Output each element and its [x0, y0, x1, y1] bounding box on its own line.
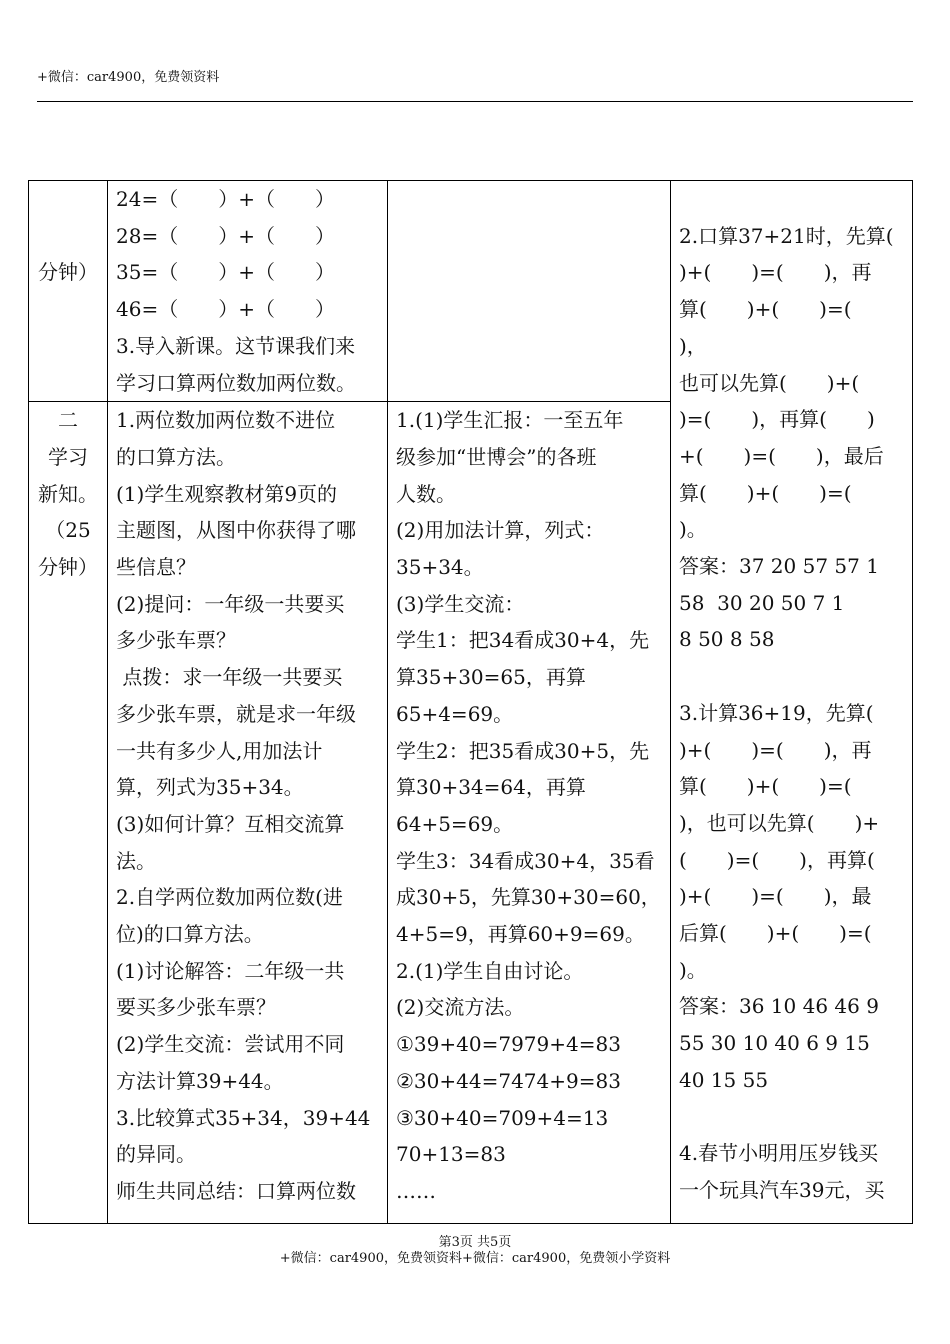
- student-text-line: (2)用加法计算，列式：: [396, 518, 605, 543]
- exercise-text-line: )，也可以先算( )+: [679, 810, 880, 835]
- teacher-text-line: (2)学生交流：尝试用不同: [116, 1032, 345, 1057]
- student-text-line: ①39+40=7979+4=83: [396, 1032, 621, 1057]
- teacher-text-line: 师生共同总结：口算两位数: [116, 1178, 356, 1203]
- teacher-text-line: 主题图，从图中你获得了哪: [116, 518, 356, 543]
- teacher-text-line: 算，列式为35+34。: [116, 775, 304, 800]
- stage-label-line: 分钟）: [38, 260, 98, 285]
- stage-label-line: [31, 181, 105, 218]
- teacher-text-line: 位)的口算方法。: [116, 922, 264, 947]
- stage-label-line: 分钟）: [38, 555, 98, 580]
- exercise-text-line: )。: [679, 517, 707, 542]
- exercise-text-line: )+( )=( )，再: [679, 260, 872, 285]
- exercise-text-line: [679, 181, 908, 218]
- teacher-activity-cell: [108, 402, 388, 1224]
- student-text-line: (2)交流方法。: [396, 995, 525, 1020]
- exercise-text-line: 答案：37 20 57 57 1: [679, 554, 879, 579]
- exercise-text-line: [679, 658, 908, 695]
- teacher-activity-cell: [108, 181, 388, 402]
- exercise-text-line: 后算( )+( )=(: [679, 921, 872, 946]
- teacher-text-line: 法。: [116, 848, 156, 873]
- student-text-line: 学生1：把34看成30+4，先: [396, 628, 650, 653]
- exercise-text-line: 算( )+( )=(: [679, 480, 852, 505]
- exercise-text-line: 答案：36 10 46 46 9: [679, 994, 879, 1019]
- teacher-text-line: 2.自学两位数加两位数(进: [116, 885, 343, 910]
- stage-label-line: 新知。: [38, 481, 98, 506]
- student-text-line: 2.(1)学生自由讨论。: [396, 958, 584, 983]
- exercise-text-line: 55 30 10 40 6 9 15: [679, 1031, 870, 1056]
- stage-cell: [29, 402, 108, 1224]
- student-text-line: 成30+5，先算30+30=60，: [396, 885, 661, 910]
- student-text-line: 人数。: [396, 481, 456, 506]
- student-text-line: 4+5=9，再算60+9=69。: [396, 922, 645, 947]
- student-text-line: 学生2：把35看成30+5，先: [396, 738, 650, 763]
- teacher-text-line: (1)讨论解答：二年级一共: [116, 958, 345, 983]
- exercise-text-line: 58 30 20 50 7 1: [679, 590, 845, 615]
- teacher-text-line: (3)如何计算？互相交流算: [116, 811, 345, 836]
- teacher-text-line: (2)提问：一年级一共要买: [116, 591, 345, 616]
- teacher-text-line: 46=（ ）+（ ）: [116, 297, 335, 322]
- student-text-line: 算30+34=64，再算: [396, 775, 586, 800]
- student-text-line: 算35+30=65，再算: [396, 665, 586, 690]
- student-text-line: 35+34。: [396, 555, 484, 580]
- exercise-text-line: 2.口算37+21时，先算(: [679, 223, 894, 248]
- exercise-text-line: 4.春节小明用压岁钱买: [679, 1141, 879, 1166]
- student-text-line: ③30+40=709+4=13: [396, 1105, 609, 1130]
- student-text-line: 学生3：34看成30+4，35看: [396, 848, 655, 873]
- teacher-text-line: 多少张车票？: [116, 628, 236, 653]
- student-text-line: ②30+44=7474+9=83: [396, 1068, 621, 1093]
- exercise-text-line: 40 15 55: [679, 1067, 769, 1092]
- exercise-text-line: )。: [679, 957, 707, 982]
- teacher-text-line: 的异同。: [116, 1142, 196, 1167]
- header-wechat-text: +微信：car4900，免费领资料: [37, 70, 220, 85]
- teacher-text-line: 学习口算两位数加两位数。: [116, 370, 356, 395]
- stage-label-line: 学习: [48, 444, 88, 469]
- student-text-line: (3)学生交流：: [396, 591, 525, 616]
- exercise-text-line: )，: [679, 333, 707, 358]
- teacher-text-line: 3.导入新课。这节课我们来: [116, 333, 356, 358]
- teacher-text-line: 一共有多少人,用加法计: [116, 738, 323, 763]
- teacher-text-line: 3.比较算式35+34，39+44: [116, 1105, 371, 1130]
- teacher-text-line: (1)学生观察教材第9页的: [116, 481, 338, 506]
- page-number: 第3页 共5页: [438, 1235, 512, 1250]
- teacher-text-line: 点拨：求一年级一共要买: [116, 665, 343, 690]
- student-activity-cell: [388, 402, 671, 1224]
- lesson-plan-table: [28, 180, 913, 1224]
- teacher-text-line: 方法计算39+44。: [116, 1068, 284, 1093]
- exercise-text-line: 也可以先算( )+(: [679, 370, 860, 395]
- teacher-text-line: 24=（ ）+（ ）: [116, 187, 335, 211]
- teacher-text-line: 1.两位数加两位数不进位: [116, 408, 336, 433]
- student-text-line: 65+4=69。: [396, 701, 514, 726]
- teacher-text-line: 些信息？: [116, 555, 196, 580]
- exercise-text-line: +( )=( )，最后: [679, 443, 884, 468]
- table-row: [29, 181, 913, 402]
- exercise-text-line: 一个玩具汽车39元，买: [679, 1177, 885, 1202]
- stage-label-line: [31, 218, 105, 255]
- exercise-text-line: ( )=( )，再算(: [679, 847, 875, 872]
- student-text-line: ……: [396, 1178, 436, 1203]
- exercise-cell: [671, 181, 913, 1224]
- student-activity-cell: [388, 181, 671, 402]
- exercise-text-line: 算( )+( )=(: [679, 297, 852, 322]
- exercise-text-line: [679, 1099, 908, 1136]
- exercise-text-line: )+( )=( )，最: [679, 884, 872, 909]
- header-divider: [37, 101, 913, 102]
- student-text-line: 70+13=83: [396, 1142, 506, 1167]
- exercise-text-line: 3.计算36+19，先算(: [679, 700, 874, 725]
- student-text-line: 级参加“世博会”的各班: [396, 444, 597, 469]
- exercise-text-line: )+( )=( )，再: [679, 737, 872, 762]
- student-text-line: 1.(1)学生汇报：一至五年: [396, 408, 624, 433]
- teacher-text-line: 35=（ ）+（ ）: [116, 260, 335, 285]
- student-text-line: 64+5=69。: [396, 811, 514, 836]
- stage-cell: [29, 181, 108, 402]
- exercise-text-line: 8 50 8 58: [679, 627, 775, 652]
- teacher-text-line: 多少张车票，就是求一年级: [116, 701, 356, 726]
- stage-label-line: 二: [58, 408, 78, 433]
- teacher-text-line: 要买多少张车票？: [116, 995, 276, 1020]
- exercise-text-line: 算( )+( )=(: [679, 774, 852, 799]
- footer-wechat-text: +微信：car4900，免费领资料+微信：car4900，免费领小学资料: [279, 1251, 671, 1266]
- teacher-text-line: 28=（ ）+（ ）: [116, 223, 335, 248]
- teacher-text-line: 的口算方法。: [116, 444, 236, 469]
- stage-label-line: （25: [45, 518, 91, 543]
- exercise-text-line: )=( )，再算( ): [679, 407, 875, 432]
